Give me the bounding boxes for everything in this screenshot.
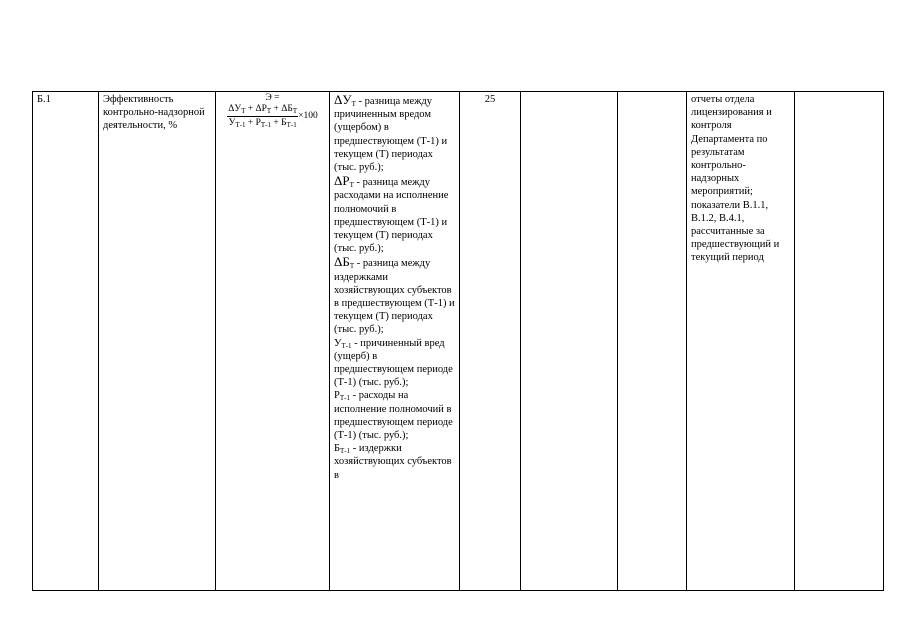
num-term-2: + ΔР [245, 104, 267, 114]
definitions-cell [330, 92, 460, 591]
data-source: отчеты отдела лицензирования и контроля Департамента по результатам контрольно-надзорных мероприятий; показатели В.1.1, В.1.2, В.4.1, рассчитанные за предшествующий и текущий период [691, 94, 780, 264]
definition-1-sub: Т [351, 100, 356, 108]
definition-6-symbol: Б [334, 443, 341, 455]
indicator-name: Эффективность контрольно-надзорной деятельности, % [103, 94, 205, 132]
formula-fraction [227, 104, 298, 129]
definition-6-text: - издержки хозяйствующих субъектов в [334, 443, 452, 481]
definition-2-sub: Т [349, 181, 354, 190]
definition-3-symbol: ΔБ [334, 254, 350, 270]
num-sub-3: Т [292, 107, 298, 115]
definition-6 [334, 442, 455, 482]
indicator-code-cell [33, 92, 99, 591]
den-sub-1: Т-1 [235, 121, 246, 129]
definition-1-symbol: ΔУ [334, 92, 352, 107]
formula-multiplier: ×100 [298, 111, 318, 121]
den-sub-2: Т-1 [260, 121, 272, 129]
den-term-2: + Р [245, 118, 261, 128]
formula-denominator [227, 117, 298, 129]
definition-4-text: - причиненный вред (ущерб) в предшествующем периоде (Т-1) (тыс. руб.); [334, 337, 453, 389]
target-value: 25 [484, 94, 496, 105]
definition-4 [334, 337, 455, 390]
definition-2-symbol: ΔР [334, 173, 350, 189]
den-term-1: У [228, 118, 236, 128]
definition-2-text: - разница между расходами на исполнение полномочий в предшествующем (Т-1) и текущем (Т) периодах (тыс. руб.); [334, 177, 449, 255]
num-term-3: + ΔБ [271, 104, 293, 114]
formula-cell [216, 92, 330, 591]
definition-4-symbol: У [334, 337, 342, 349]
indicator-name-cell [99, 92, 216, 591]
formula-numerator [227, 104, 298, 117]
definition-1 [334, 93, 455, 174]
empty-cell-7 [618, 92, 687, 591]
indicator-table [32, 91, 884, 591]
num-term-1: ΔУ [228, 104, 242, 114]
den-term-3: + Б [271, 118, 287, 128]
definition-5-sub: Т-1 [339, 394, 350, 403]
indicator-code: Б.1 [37, 94, 51, 105]
definition-6-sub: Т-1 [340, 447, 351, 456]
data-source-cell [687, 92, 795, 591]
formula-lhs: Э = [265, 93, 280, 103]
den-sub-3: Т-1 [286, 121, 297, 129]
definition-5-symbol: Р [334, 390, 340, 402]
empty-cell-9 [795, 92, 884, 591]
definition-3-text: - разница между издержками хозяйствующих субъектов в предшествующем (Т-1) и текущем (Т) периодах (тыс. руб.); [334, 258, 455, 336]
empty-cell-6 [521, 92, 618, 591]
definition-1-text: - разница между причиненным вредом (ущербом) в предшествующем (Т-1) и текущем (Т) периодах (тыс. руб.); [334, 96, 448, 174]
definition-5 [334, 389, 455, 442]
definition-3 [334, 255, 455, 336]
target-value-cell [460, 92, 521, 591]
num-sub-2: Т [266, 107, 272, 115]
definition-3-sub: Т [349, 262, 355, 271]
definition-5-text: - расходы на исполнение полномочий в предшествующем периоде (Т-1) (тыс. руб.); [334, 390, 453, 442]
num-sub-1: Т [241, 107, 246, 115]
definition-2 [334, 174, 455, 255]
definition-4-sub: Т-1 [341, 341, 352, 350]
table-row [33, 92, 884, 591]
